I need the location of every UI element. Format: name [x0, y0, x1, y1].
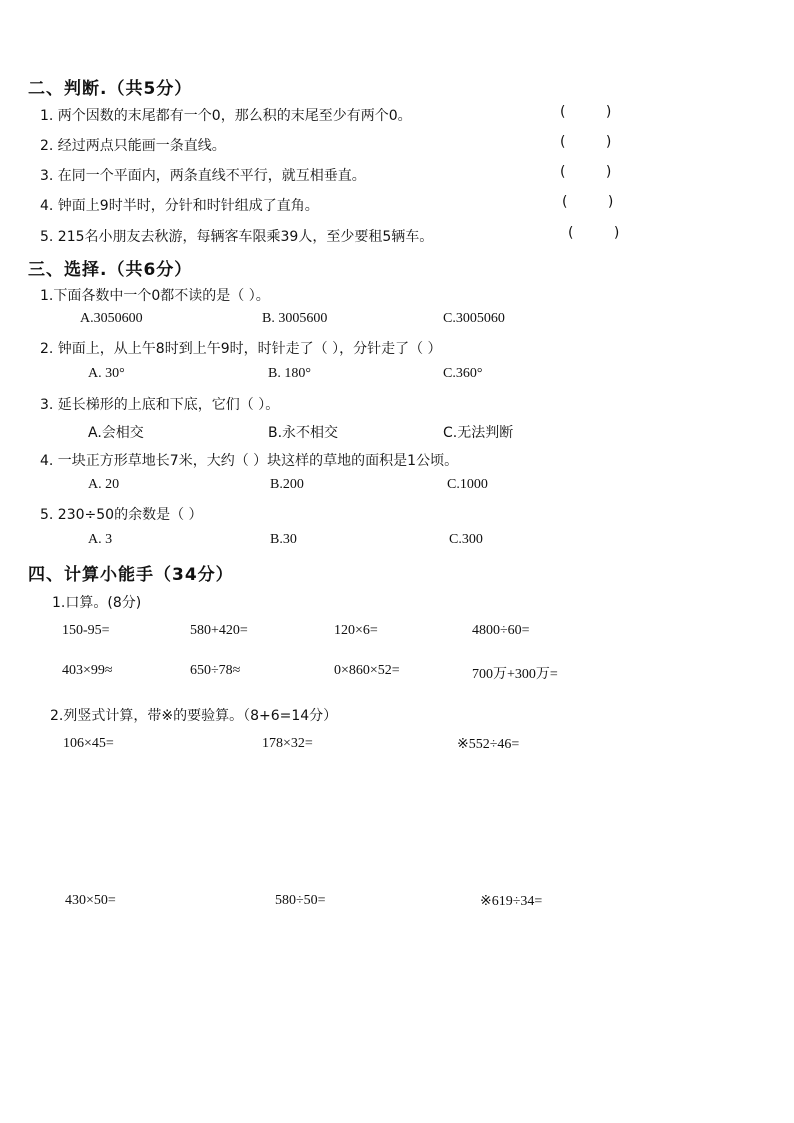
- choice-question-4: 4. 一块正方形草地长7米，大约（ ）块这样的草地的面积是1公顷。: [40, 453, 459, 469]
- choice-3-option-b[interactable]: B.永不相交: [268, 425, 339, 441]
- choice-question-3: 3. 延长梯形的上底和下底，它们（ ）。: [40, 397, 280, 413]
- choice-3-option-c[interactable]: C.无法判断: [443, 425, 514, 441]
- choice-5-option-c[interactable]: C.300: [449, 532, 483, 547]
- judge-answer-2[interactable]: ( ): [560, 134, 630, 150]
- choice-question-1: 1.下面各数中一个0都不读的是（ ）。: [40, 288, 270, 304]
- vertical-calc-item: ※552÷46=: [457, 737, 520, 752]
- choice-5-option-b[interactable]: B.30: [270, 532, 297, 547]
- mental-math-title: 1.口算。(8分): [52, 595, 142, 611]
- mental-math-item: 150-95=: [62, 623, 110, 638]
- mental-math-item: 403×99≈: [62, 663, 113, 678]
- judge-answer-1[interactable]: ( ): [560, 104, 630, 120]
- judge-item-2: 2. 经过两点只能画一条直线。: [40, 138, 226, 154]
- mental-math-item: 4800÷60=: [472, 623, 530, 638]
- vertical-calc-title: 2.列竖式计算，带※的要验算。（8+6=14分）: [50, 708, 338, 724]
- mental-math-item: 580+420=: [190, 623, 248, 638]
- choice-2-option-b[interactable]: B. 180°: [268, 366, 311, 381]
- vertical-calc-item: ※619÷34=: [480, 894, 543, 909]
- section-choice-title: 三、选择.（共6分）: [28, 260, 193, 280]
- choice-question-5: 5. 230÷50的余数是（ ）: [40, 507, 203, 523]
- judge-item-5: 5. 215名小朋友去秋游，每辆客车限乘39人，至少要租5辆车。: [40, 229, 434, 245]
- choice-3-option-a[interactable]: A.会相交: [88, 425, 144, 441]
- mental-math-item: 650÷78≈: [190, 663, 241, 678]
- judge-item-1: 1. 两个因数的末尾都有一个0，那么积的末尾至少有两个0。: [40, 108, 412, 124]
- choice-2-option-a[interactable]: A. 30°: [88, 366, 125, 381]
- section-calc-title: 四、计算小能手（34分）: [28, 565, 234, 585]
- choice-4-option-b[interactable]: B.200: [270, 477, 304, 492]
- choice-4-option-c[interactable]: C.1000: [447, 477, 488, 492]
- judge-item-3: 3. 在同一个平面内，两条直线不平行，就互相垂直。: [40, 168, 366, 184]
- mental-math-item: 0×860×52=: [334, 663, 400, 678]
- section-judge-title: 二、判断.（共5分）: [28, 79, 193, 99]
- vertical-calc-item: 580÷50=: [275, 893, 326, 908]
- judge-answer-5[interactable]: ( ): [568, 225, 638, 241]
- vertical-calc-item: 178×32=: [262, 736, 313, 751]
- mental-math-item: 120×6=: [334, 623, 378, 638]
- judge-answer-3[interactable]: ( ): [560, 164, 630, 180]
- mental-math-item: 700万+300万=: [472, 667, 558, 682]
- vertical-calc-item: 430×50=: [65, 893, 116, 908]
- judge-item-4: 4. 钟面上9时半时，分针和时针组成了直角。: [40, 198, 319, 214]
- choice-1-option-c[interactable]: C.3005060: [443, 311, 505, 326]
- vertical-calc-item: 106×45=: [63, 736, 114, 751]
- choice-question-2: 2. 钟面上，从上午8时到上午9时，时针走了（ ），分针走了（ ）: [40, 341, 442, 357]
- choice-2-option-c[interactable]: C.360°: [443, 366, 483, 381]
- judge-answer-4[interactable]: ( ): [562, 194, 632, 210]
- choice-1-option-a[interactable]: A.3050600: [80, 311, 143, 326]
- choice-1-option-b[interactable]: B. 3005600: [262, 311, 328, 326]
- choice-5-option-a[interactable]: A. 3: [88, 532, 113, 547]
- choice-4-option-a[interactable]: A. 20: [88, 477, 120, 492]
